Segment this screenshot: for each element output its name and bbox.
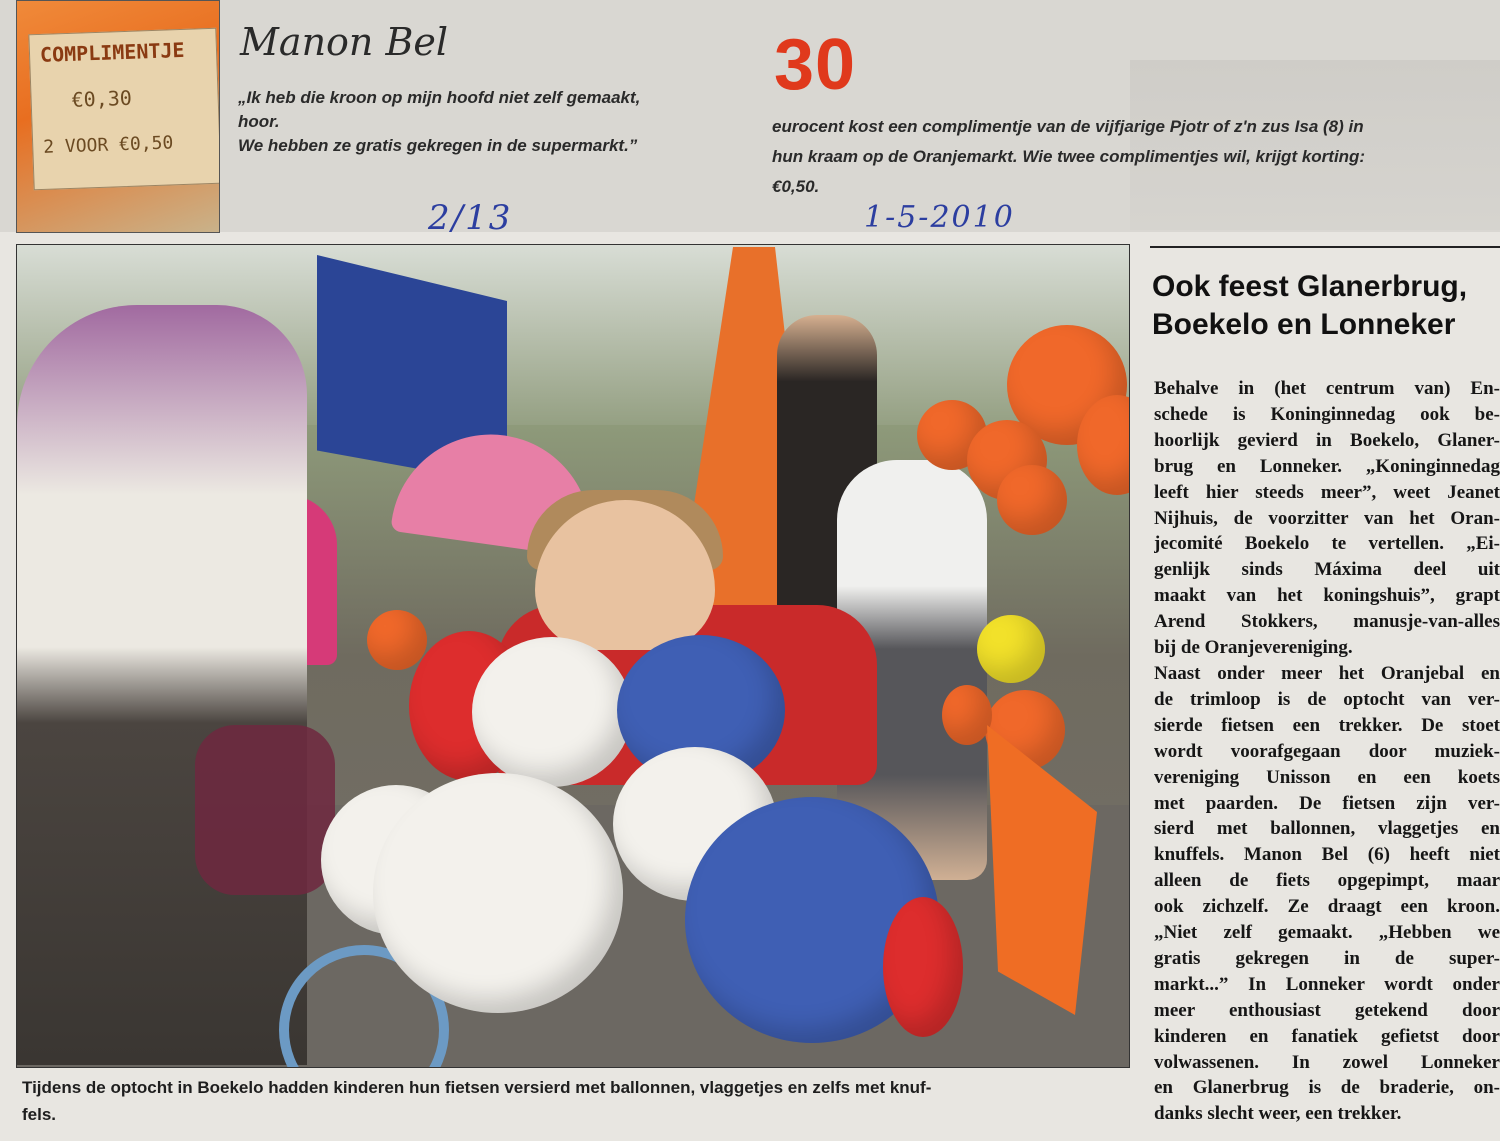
body-line: de trimloop is de optocht van ver-	[1154, 688, 1500, 710]
body-line: wordt voorafgegaan door muziek-	[1154, 740, 1500, 762]
quote-text	[238, 86, 758, 158]
body-line: hoorlijk gevierd in Boekelo, Glaner-	[1154, 429, 1500, 451]
body-line: vereniging Unisson en een koets	[1154, 766, 1500, 788]
fact-line: €0,50.	[772, 177, 820, 196]
article-body	[1154, 376, 1500, 1136]
body-line: genlijk sinds Máxima deel uit	[1154, 559, 1500, 581]
balloon	[977, 615, 1045, 683]
quote-line: „Ik heb die kroon op mijn hoofd niet zelf gemaakt,	[238, 88, 641, 107]
quote-person-name: Manon Bel	[240, 20, 449, 64]
headline-line: Ook feest Glanerbrug,	[1152, 270, 1468, 303]
handwritten-date: 1-5-2010	[864, 200, 1015, 235]
price-sign	[28, 28, 220, 190]
balloon	[883, 897, 963, 1037]
body-line: „Niet zelf gemaakt. „Hebben we	[1154, 922, 1500, 944]
quote-line: hoor.	[238, 112, 280, 131]
balloon	[373, 773, 623, 1013]
balloon	[942, 685, 992, 745]
body-line: danks slecht weer, een trekker.	[1154, 1103, 1402, 1125]
caption-line: Tijdens de optocht in Boekelo hadden kinderen hun fietsen versierd met ballonnen, vlaggetjes en zelfs met knuf-	[22, 1078, 932, 1097]
sign-title: COMPLIMENTJE	[39, 37, 185, 67]
body-line: meer enthousiast getekend door	[1154, 999, 1500, 1021]
body-line: met paarden. De fietsen zijn ver-	[1154, 792, 1500, 814]
body-line: brug en Lonneker. „Koninginnedag	[1154, 455, 1500, 477]
fact-line: hun kraam op de Oranjemarkt. Wie twee complimentjes wil, krijgt korting:	[772, 147, 1366, 166]
body-line: Naast onder meer het Oranjebal en	[1154, 662, 1500, 684]
top-banner	[0, 0, 1500, 232]
article-headline	[1152, 268, 1500, 344]
body-line: sierd met ballonnen, vlaggetjes en	[1154, 818, 1500, 840]
photo-flower-decoration	[195, 725, 335, 895]
body-line: en Glanerbrug is de braderie, on-	[1154, 1077, 1500, 1099]
balloon	[997, 465, 1067, 535]
fact-text	[772, 112, 1472, 202]
body-line: bij de Oranjevereniging.	[1154, 637, 1353, 659]
sign-price-double: 2 VOOR €0,50	[42, 132, 174, 158]
body-line: gratis gekregen in de super-	[1154, 947, 1500, 969]
body-line: kinderen en fanatiek gefietst door	[1154, 1025, 1500, 1047]
body-line: jecomité Boekelo te vertellen. „Ei-	[1154, 533, 1500, 555]
body-line: leeft hier steeds meer”, weet Jeanet	[1154, 481, 1500, 503]
balloon	[367, 610, 427, 670]
column-rule	[1150, 246, 1500, 248]
body-line: ook zichzelf. Ze draagt een kroon.	[1154, 896, 1500, 918]
complimentje-thumbnail-photo	[16, 0, 220, 233]
fact-line: eurocent kost een complimentje van de vijfjarige Pjotr of z'n zus Isa (8) in	[772, 117, 1364, 136]
body-line: alleen de fiets opgepimpt, maar	[1154, 870, 1500, 892]
handwritten-page-ref: 2/13	[428, 198, 513, 238]
body-line: volwassenen. In zowel Lonneker	[1154, 1051, 1500, 1073]
photo-woman-left	[17, 305, 307, 1065]
body-line: schede is Koninginnedag ook be-	[1154, 403, 1500, 425]
quote-line: We hebben ze gratis gekregen in de supermarkt.”	[238, 136, 638, 155]
caption-line: fels.	[22, 1105, 57, 1124]
fact-big-number: 30	[774, 25, 857, 105]
body-line: sierde fietsen een trekker. De stoet	[1154, 714, 1500, 736]
body-line: markt...” In Lonneker wordt onder	[1154, 973, 1500, 995]
bleed-through-text	[360, 1094, 1150, 1141]
headline-line: Boekelo en Lonneker	[1152, 308, 1456, 341]
body-line: maakt van het koningshuis”, grapt	[1154, 585, 1500, 607]
body-line: Behalve in (het centrum van) En-	[1154, 378, 1500, 399]
body-line: Nijhuis, de voorzitter van het Oran-	[1154, 507, 1500, 529]
parade-photo	[16, 244, 1130, 1068]
body-line: knuffels. Manon Bel (6) heeft niet	[1154, 844, 1500, 866]
body-line: Arend Stokkers, manusje-van-alles	[1154, 611, 1500, 633]
balloon	[472, 637, 632, 787]
sign-price-single: €0,30	[71, 85, 133, 112]
